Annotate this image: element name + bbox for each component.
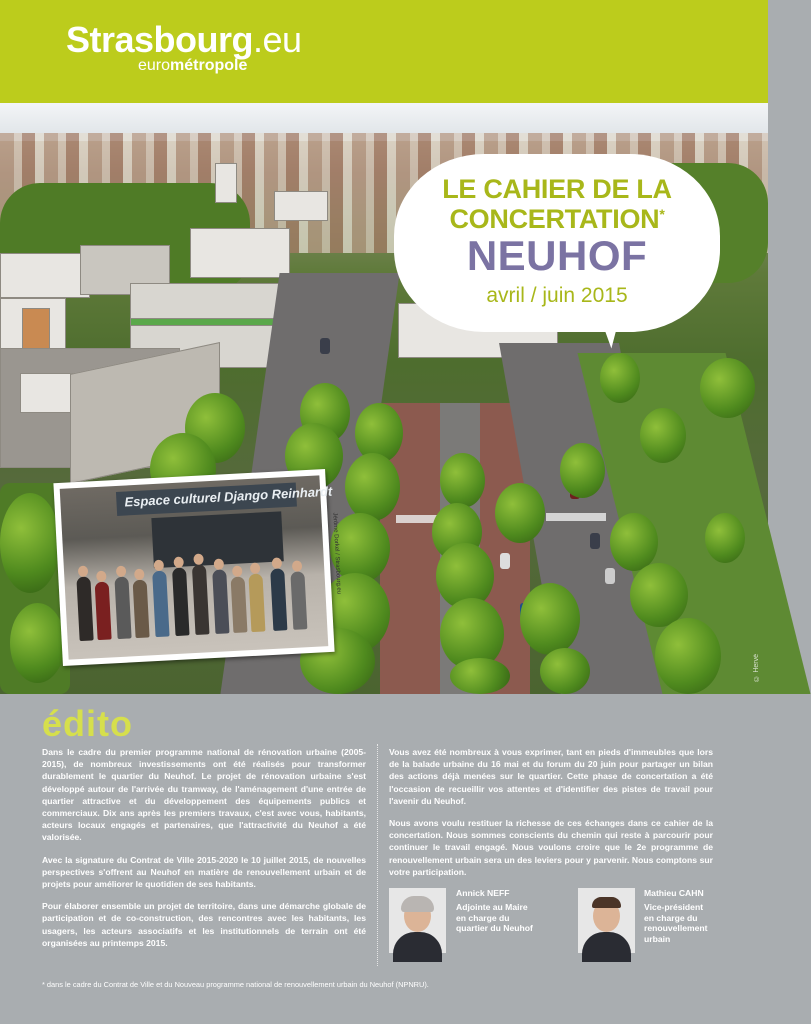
- tree: [655, 618, 721, 694]
- portrait-body: [582, 932, 631, 962]
- car: [590, 533, 600, 549]
- signatory-name: Mathieu CAHN: [644, 888, 704, 898]
- building-stripe: [130, 318, 280, 326]
- edito-column-right: [389, 746, 713, 888]
- tree: [345, 453, 400, 521]
- title-neighbourhood: NEUHOF: [466, 232, 648, 279]
- car: [605, 568, 615, 584]
- person: [248, 573, 265, 632]
- inset-building-sign: Espace culturel Django Reinhardt: [116, 483, 297, 516]
- signatory-role: Vice-président en charge du renouvellement urbain: [644, 902, 708, 944]
- tree: [630, 563, 688, 627]
- person: [95, 581, 112, 640]
- tree: [520, 583, 580, 655]
- building: [215, 163, 237, 203]
- tree: [700, 358, 755, 418]
- crosswalk: [546, 513, 606, 521]
- tree: [540, 648, 590, 694]
- person: [192, 564, 210, 635]
- portrait-body: [393, 932, 442, 962]
- person: [133, 579, 150, 638]
- tree: [610, 513, 658, 571]
- tree: [440, 453, 485, 508]
- strasbourg-logo[interactable]: [66, 19, 302, 74]
- person: [212, 569, 229, 634]
- edito-paragraph: Nous avons voulu restituer la richesse de ces échanges dans ce cahier de la concertation. Nous sommes conscients du chemin qui reste à parcourir pour continuer le travail engagé. Nous voulons croire que le 2e programme de renouvellement urbain sera un des leviers pour y parvenir. Nous comptons sur votre participation.: [389, 818, 713, 877]
- header-bar: [0, 0, 768, 103]
- person: [76, 576, 93, 641]
- inset-photo-frame: [53, 469, 342, 666]
- tree: [10, 603, 65, 683]
- signatory-role: Adjointe au Maire en charge du quartier du Neuhof: [456, 902, 533, 933]
- tree: [560, 443, 605, 498]
- logo-wordmark: Strasbourg.eu: [66, 19, 302, 60]
- person: [172, 567, 190, 636]
- building: [274, 191, 328, 221]
- tree: [640, 408, 686, 463]
- title-date: avril / juin 2015: [486, 284, 628, 307]
- tree: [0, 493, 60, 593]
- building: [190, 228, 290, 278]
- photo-credit: © Hervé: [753, 654, 760, 682]
- car: [500, 553, 510, 569]
- person: [231, 576, 248, 633]
- person: [152, 570, 169, 637]
- column-divider: [377, 744, 378, 966]
- portrait-annick-neff: [389, 888, 446, 953]
- tree: [495, 483, 545, 543]
- car: [320, 338, 330, 354]
- edito-paragraph: Avec la signature du Contrat de Ville 2015-2020 le 10 juillet 2015, de nouvelles perspectives s'offrent au Neuhof en matière de renouvellement urbain et de projets pour améliorer le quotidien de ses habitants.: [42, 854, 366, 890]
- edito-column-left: [42, 746, 366, 959]
- footnote: * dans le cadre du Contrat de Ville et du Nouveau programme national de renouvellement urbain du Neuhof (NPNRU).: [42, 980, 429, 989]
- building: [0, 253, 90, 298]
- portrait-hair: [592, 897, 621, 908]
- title-line-2: CONCERTATION*: [449, 204, 665, 234]
- edito-paragraph: Dans le cadre du premier programme national de rénovation urbaine (2005-2015), de nombreux investissements ont été réalisés pour transformer durablement le quartier du Neuhof. Le projet de rénovation urbaine s'est développé autour de l'arrivée du tramway, de l'aménagement d'une entrée de quartier attractive et du développement des équipements publics et commerciaux. Dix ans après les premiers travaux, c'est avec vous, habitants, acteurs locaux engagés et partenaires, que l'attractivité du Neuhof a été valorisée.: [42, 747, 366, 843]
- tree: [600, 353, 640, 403]
- inset-photo-credit: Jérôme Dorkel / Strasbourg.eu: [331, 512, 342, 595]
- inset-photo-group: [60, 475, 333, 659]
- person: [114, 576, 131, 639]
- tree: [450, 658, 510, 694]
- portrait-hair: [401, 896, 434, 912]
- edito-paragraph: Pour élaborer ensemble un projet de territoire, dans une démarche globale de participation et de co-construction, des rencontres avec les habitants, les usagers, les acteurs associatifs et les institutionnels de terrain ont été organisées au printemps 2015.: [42, 901, 366, 948]
- tree: [705, 513, 745, 563]
- edito-heading: édito: [42, 703, 133, 744]
- signatory-name: Annick NEFF: [456, 888, 510, 898]
- logo-subtitle: eurométropole: [138, 57, 248, 74]
- title-line-1: LE CAHIER DE LA: [442, 174, 672, 204]
- portrait-mathieu-cahn: [578, 888, 635, 953]
- person: [270, 568, 287, 631]
- person: [290, 571, 307, 630]
- edito-paragraph: Vous avez été nombreux à vous exprimer, tant en pieds d'immeubles que lors de la balade urbaine du 16 mai et du forum du 20 juin pour partager un bilan des actions déjà menées sur le quartier. Cette phase de concertation a été l'occasion de recueillir vos attentes et d'identifier des pistes de travail pour l'avenir du Neuhof.: [389, 747, 713, 806]
